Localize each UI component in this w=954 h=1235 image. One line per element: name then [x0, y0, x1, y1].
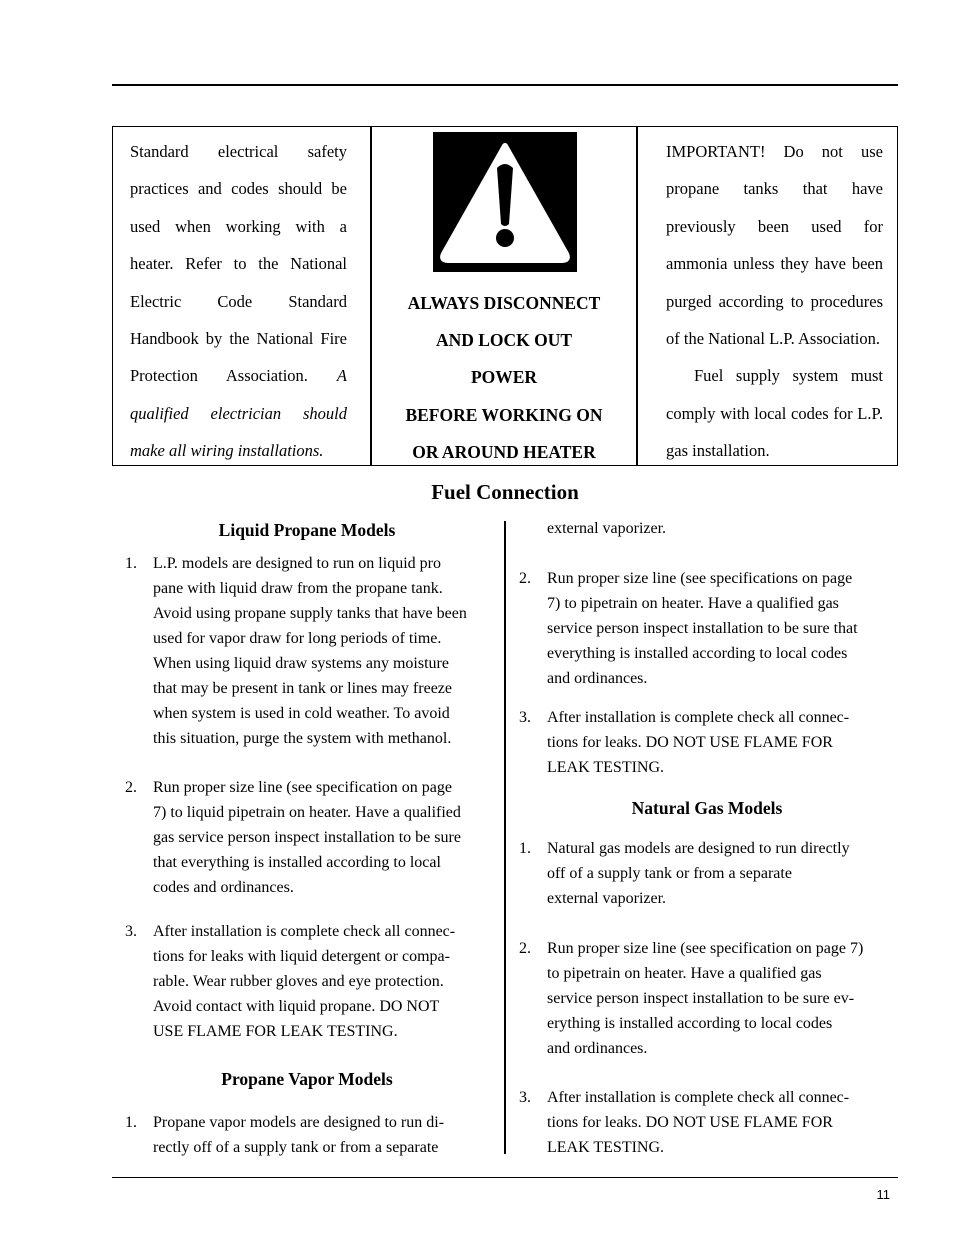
item-line: L.P. models are designed to run on liquid pro — [153, 555, 441, 572]
section-title: Fuel Connection — [431, 480, 579, 504]
electrician-note: A qualified electrician should make all wiring installations. — [130, 366, 347, 461]
item-line: LEAK TESTING. — [547, 759, 665, 776]
item-line: service person inspect installation to be sure ev- — [547, 990, 855, 1007]
item-line: When using liquid draw systems any moisture — [153, 655, 449, 672]
electrical-safety-note — [130, 133, 347, 470]
item-line: Run proper size line (see specification on page — [153, 779, 452, 796]
item-line: and ordinances. — [547, 670, 648, 687]
fuel-supply-note: Fuel supply system must comply with local codes for L.P. gas installation. — [666, 366, 883, 461]
propane-tank-note — [666, 133, 883, 470]
electrical-safety-text: Standard electrical safety practices and codes should be used when working with a heater. Refer to the National Electric Code Standard Handbook by the National Fire Protection Association. — [130, 142, 347, 386]
item-number: 2. — [519, 940, 531, 957]
liquid-propane-heading: Liquid Propane Models — [218, 520, 396, 540]
item-line: Natural gas models are designed to run directly — [547, 840, 850, 857]
item-line: this situation, purge the system with methanol. — [153, 730, 452, 747]
item-number: 3. — [519, 1089, 531, 1106]
item-line: codes and ordinances. — [153, 879, 294, 896]
item-line: gas service person inspect installation to be sure — [153, 829, 461, 846]
item-line: when system is used in cold weather. To avoid — [153, 705, 450, 722]
item-line: erything is installed according to local codes — [547, 1015, 833, 1032]
item-number: 1. — [125, 555, 137, 572]
item-number: 1. — [125, 1114, 137, 1131]
item-line: service person inspect installation to be sure that — [547, 620, 858, 637]
warning-line: ALWAYS DISCONNECT — [407, 293, 601, 313]
item-line: to pipetrain on heater. Have a qualified gas — [547, 965, 822, 982]
item-line: rectly off of a supply tank or from a separate — [153, 1139, 439, 1156]
top-rule — [112, 84, 898, 86]
warning-divider-right — [636, 126, 638, 466]
warning-triangle-icon — [433, 132, 577, 272]
item-line: tions for leaks with liquid detergent or compa- — [153, 948, 450, 965]
page-number: 11 — [876, 1187, 890, 1202]
item-line: Run proper size line (see specification on page 7) — [547, 940, 864, 957]
warning-line: AND LOCK OUT — [435, 330, 573, 351]
item-line: Run proper size line (see specifications on page — [547, 570, 853, 587]
item-line: that everything is installed according to local — [153, 854, 441, 871]
item-line: rable. Wear rubber gloves and eye protection. — [153, 973, 444, 990]
bottom-rule — [112, 1177, 898, 1178]
item-line: Avoid using propane supply tanks that have been — [153, 605, 467, 622]
item-line: tions for leaks. DO NOT USE FLAME FOR — [547, 1114, 833, 1131]
warning-line: BEFORE WORKING ON — [405, 404, 603, 425]
item-line: used for vapor draw for long periods of time. — [153, 630, 442, 647]
item-number: 1. — [519, 840, 531, 857]
warning-line: POWER — [470, 367, 538, 388]
item-line: 7) to pipetrain on heater. Have a qualified gas — [547, 595, 839, 612]
item-line: LEAK TESTING. — [547, 1139, 665, 1156]
important-note: IMPORTANT! Do not use propane tanks that have previously been used for ammonia unless they have been purged according to procedures of the National L.P. Association. — [666, 142, 883, 349]
item-line: After installation is complete check all connec- — [547, 1089, 850, 1106]
item-line: that may be present in tank or lines may freeze — [153, 680, 452, 697]
warning-line: OR AROUND HEATER — [412, 441, 596, 462]
item-line: After installation is complete check all connec- — [153, 923, 456, 940]
item-line: and ordinances. — [547, 1040, 648, 1057]
item-number: 3. — [519, 709, 531, 726]
item-line: off of a supply tank or from a separate — [547, 865, 792, 882]
item-line: Avoid contact with liquid propane. DO NOT — [153, 998, 440, 1015]
item-number: 2. — [125, 779, 137, 796]
item-number: 3. — [125, 923, 137, 940]
column-divider — [504, 521, 506, 1154]
natural-gas-heading: Natural Gas Models — [631, 798, 783, 818]
item-line: USE FLAME FOR LEAK TESTING. — [153, 1023, 398, 1040]
item-continuation: external vaporizer. — [547, 520, 667, 537]
item-line: After installation is complete check all connec- — [547, 709, 850, 726]
disconnect-power-warning — [372, 285, 636, 471]
item-number: 2. — [519, 570, 531, 587]
item-line: Propane vapor models are designed to run di- — [153, 1114, 445, 1131]
item-line: 7) to liquid pipetrain on heater. Have a qualified — [153, 804, 461, 821]
item-line: pane with liquid draw from the propane tank. — [153, 580, 443, 597]
propane-vapor-heading: Propane Vapor Models — [221, 1069, 393, 1089]
item-line: tions for leaks. DO NOT USE FLAME FOR — [547, 734, 833, 751]
item-line: everything is installed according to local codes — [547, 645, 848, 662]
item-line: external vaporizer. — [547, 890, 667, 907]
